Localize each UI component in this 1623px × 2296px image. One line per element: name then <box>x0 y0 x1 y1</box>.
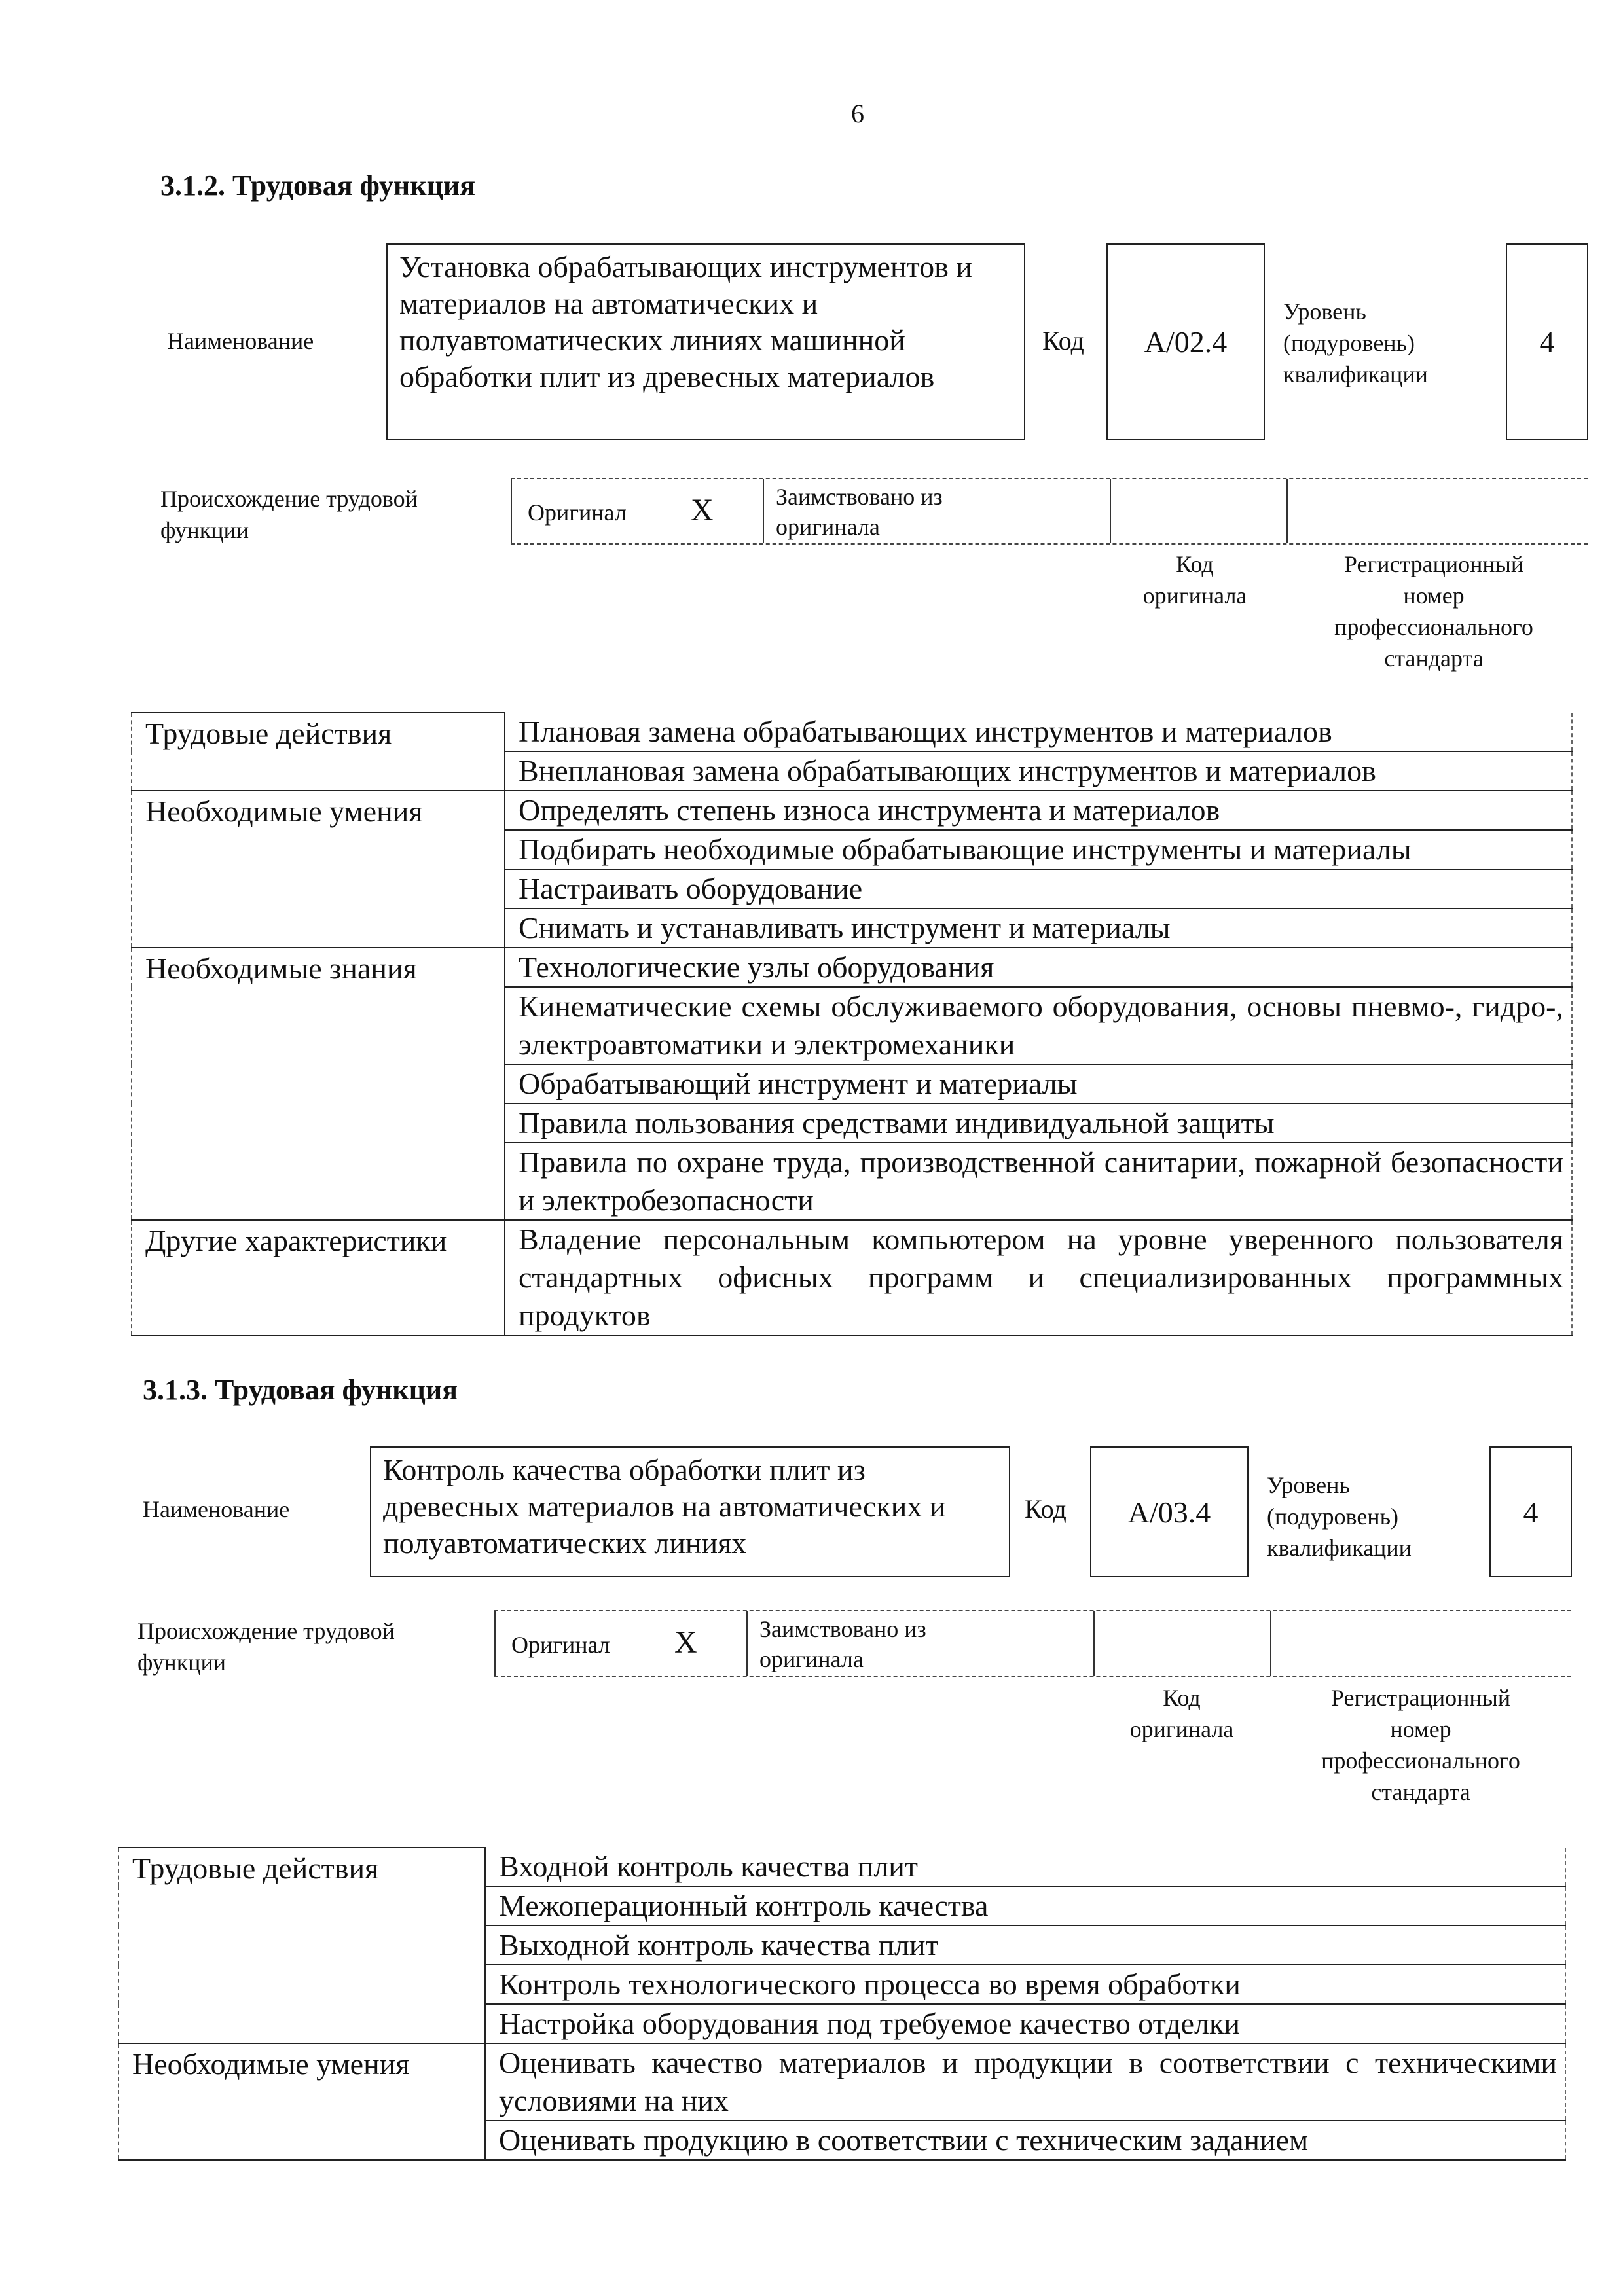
original-code-cell <box>1093 1611 1270 1676</box>
table-row: Межоперационный контроль качества <box>485 1886 1565 1926</box>
function-code-box: A/03.4 <box>1090 1446 1249 1577</box>
reg-number-cell <box>1270 1611 1571 1676</box>
table-row: Снимать и устанавливать инструмент и материалы <box>505 908 1572 948</box>
table-row: Плановая замена обрабатывающих инструментов и материалов <box>505 713 1572 751</box>
category-cell: Трудовые действия <box>132 713 505 791</box>
original-label: Оригинал <box>528 499 627 526</box>
table-row: Технологические узлы оборудования <box>505 948 1572 987</box>
origin-label: Происхождение трудовой функции <box>160 486 418 543</box>
code-label: Код <box>1025 1494 1067 1524</box>
table-row: Оценивать качество материалов и продукции в соответствии с техническими условиями на них <box>485 2043 1565 2121</box>
table-row: Контроль технологического процесса во время обработки <box>485 1965 1565 2004</box>
table-row: Владение персональным компьютером на уровне уверенного пользователя стандартных офисных программ и специализированных программных продуктов <box>505 1220 1572 1335</box>
name-label: Наименование <box>143 1496 290 1522</box>
original-code-caption: Код оригинала <box>1142 551 1247 609</box>
page-number: 6 <box>851 99 864 128</box>
original-mark: X <box>691 493 714 528</box>
table-row: Настройка оборудования под требуемое качество отделки <box>485 2004 1565 2043</box>
original-mark: X <box>674 1625 697 1660</box>
level-value-box: 4 <box>1506 243 1588 440</box>
level-value-box: 4 <box>1489 1446 1572 1577</box>
requirements-table-3-1-3 <box>118 1847 1566 2161</box>
category-cell: Необходимые умения <box>132 791 505 948</box>
original-code-cell <box>1110 479 1286 543</box>
table-row: Входной контроль качества плит <box>485 1848 1565 1886</box>
category-cell: Другие характеристики <box>132 1220 505 1335</box>
table-row: Оценивать продукцию в соответствии с техническим заданием <box>485 2121 1565 2160</box>
origin-row <box>511 478 1588 545</box>
table-row: Обрабатывающий инструмент и материалы <box>505 1064 1572 1103</box>
section-title-3-1-2: 3.1.2. Трудовая функция <box>160 170 476 202</box>
table-row: Подбирать необходимые обрабатывающие инструменты и материалы <box>505 830 1572 869</box>
table-row: Внеплановая замена обрабатывающих инструментов и материалов <box>505 751 1572 791</box>
function-code-box: A/02.4 <box>1106 243 1265 440</box>
table-row: Определять степень износа инструмента и материалов <box>505 791 1572 830</box>
function-name-box: Установка обрабатывающих инструментов и материалов на автоматических и полуавтоматических линиях машинной обработки плит из древесных материалов <box>386 243 1025 440</box>
function-name-box: Контроль качества обработки плит из древесных материалов на автоматических и полуавтоматических линиях <box>370 1446 1010 1577</box>
reg-number-caption: Регистрационный номер профессионального стандарта <box>1321 1685 1520 1805</box>
code-label: Код <box>1042 326 1084 355</box>
table-row: Правила по охране труда, производственной санитарии, пожарной безопасности и электробезопасности <box>505 1143 1572 1220</box>
reg-number-cell <box>1286 479 1588 543</box>
original-code-caption: Код оригинала <box>1129 1685 1234 1742</box>
original-label: Оригинал <box>511 1632 610 1658</box>
table-row: Кинематические схемы обслуживаемого оборудования, основы пневмо-, гидро-, электроавтоматики и электромеханики <box>505 987 1572 1064</box>
category-cell: Необходимые знания <box>132 948 505 1220</box>
table-row: Выходной контроль качества плит <box>485 1926 1565 1965</box>
level-label: Уровень (подуровень) квалификации <box>1283 298 1428 387</box>
borrowed-label: Заимствовано из оригинала <box>759 1616 926 1672</box>
table-row: Настраивать оборудование <box>505 869 1572 908</box>
level-label: Уровень (подуровень) квалификации <box>1267 1472 1412 1561</box>
section-title-3-1-3: 3.1.3. Трудовая функция <box>143 1374 458 1406</box>
origin-label: Происхождение трудовой функции <box>137 1618 395 1676</box>
category-cell: Трудовые действия <box>119 1848 485 2043</box>
requirements-table-3-1-2 <box>131 712 1573 1336</box>
reg-number-caption: Регистрационный номер профессионального стандарта <box>1334 551 1533 672</box>
name-label: Наименование <box>167 328 314 354</box>
table-row: Правила пользования средствами индивидуальной защиты <box>505 1103 1572 1143</box>
origin-row <box>494 1610 1571 1677</box>
borrowed-label: Заимствовано из оригинала <box>776 484 943 540</box>
category-cell: Необходимые умения <box>119 2043 485 2160</box>
